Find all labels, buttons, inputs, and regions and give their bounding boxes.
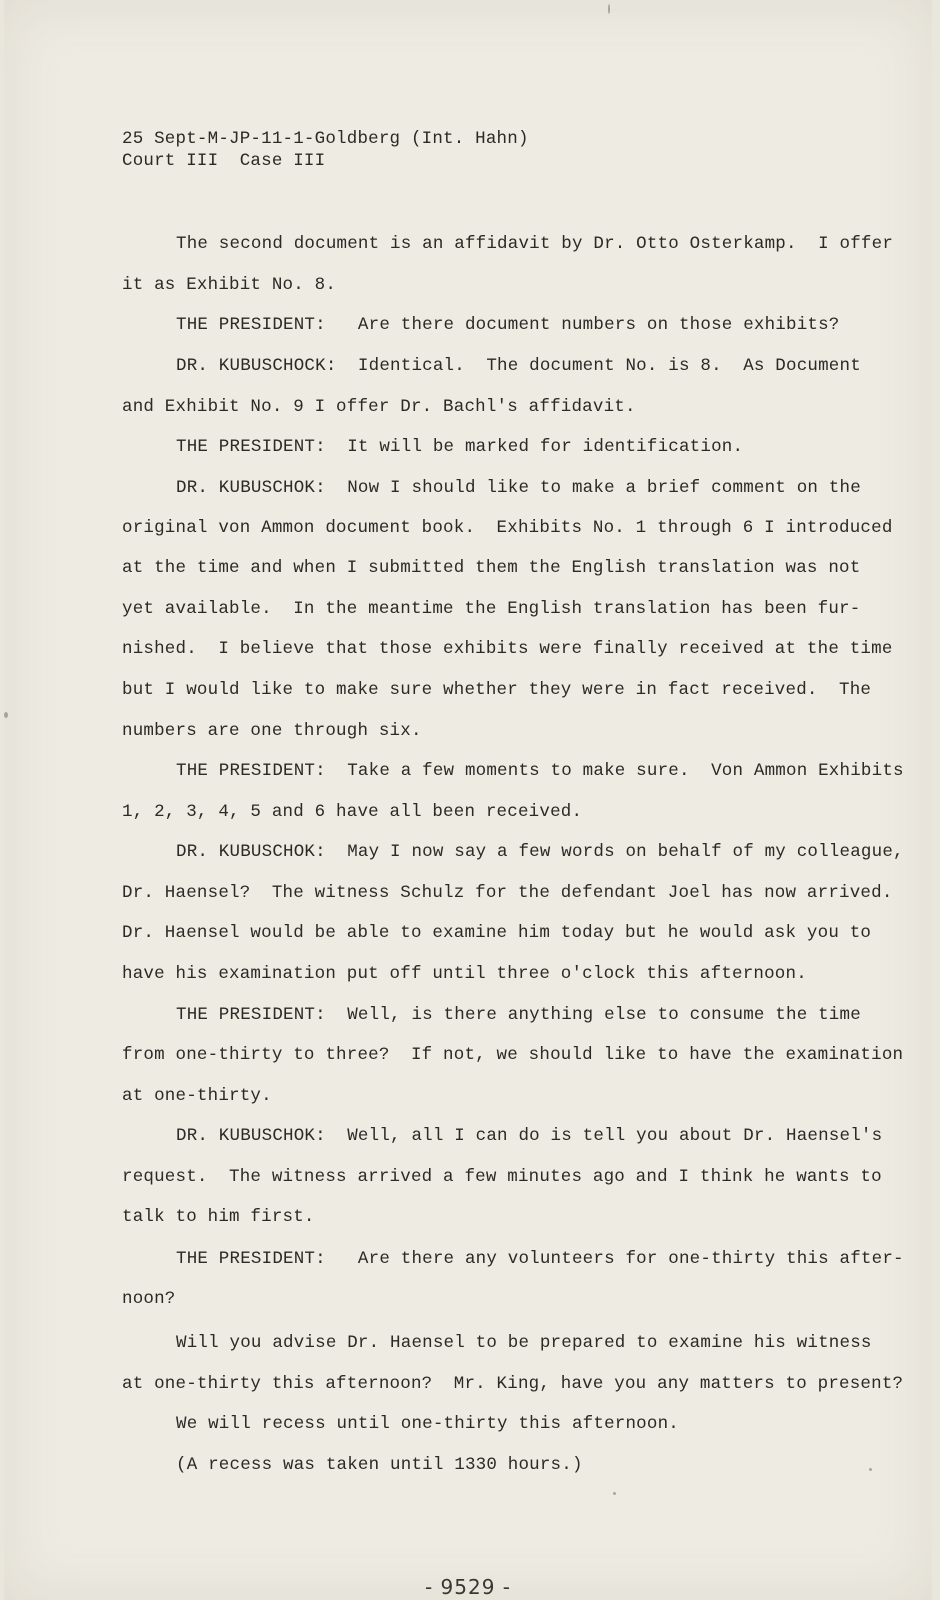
body-line: from one-thirty to three? If not, we should like to have the examination bbox=[122, 1045, 904, 1065]
body-line: THE PRESIDENT: Are there document numbers on those exhibits? bbox=[176, 315, 840, 335]
paper-speck bbox=[869, 1468, 872, 1471]
paper-speck bbox=[4, 712, 8, 718]
body-line: Will you advise Dr. Haensel to be prepared to examine his witness bbox=[176, 1333, 872, 1353]
body-line: DR. KUBUSCHOK: Well, all I can do is tell you about Dr. Haensel's bbox=[176, 1126, 883, 1146]
body-line: have his examination put off until three o'clock this afternoon. bbox=[122, 964, 807, 984]
body-line: original von Ammon document book. Exhibits No. 1 through 6 I introduced bbox=[122, 518, 893, 538]
body-line: nished. I believe that those exhibits were finally received at the time bbox=[122, 639, 893, 659]
body-line: THE PRESIDENT: Well, is there anything else to consume the time bbox=[176, 1005, 861, 1025]
body-line: yet available. In the meantime the English translation has been fur- bbox=[122, 599, 861, 619]
body-line: (A recess was taken until 1330 hours.) bbox=[176, 1455, 583, 1475]
body-line: at the time and when I submitted them the English translation was not bbox=[122, 558, 861, 578]
body-line: numbers are one through six. bbox=[122, 721, 422, 741]
body-line: request. The witness arrived a few minutes ago and I think he wants to bbox=[122, 1167, 882, 1187]
paper-speck bbox=[608, 4, 610, 14]
page-number: - 9529 - bbox=[424, 1575, 512, 1599]
body-line: it as Exhibit No. 8. bbox=[122, 275, 337, 295]
body-line: THE PRESIDENT: Take a few moments to make sure. Von Ammon Exhibits bbox=[176, 761, 904, 781]
body-line: talk to him first. bbox=[122, 1207, 315, 1227]
body-line: THE PRESIDENT: It will be marked for identification. bbox=[176, 437, 744, 457]
paper-speck bbox=[613, 1492, 616, 1495]
body-line: and Exhibit No. 9 I offer Dr. Bachl's affidavit. bbox=[122, 397, 636, 417]
body-line: at one-thirty. bbox=[122, 1086, 272, 1106]
body-line: at one-thirty this afternoon? Mr. King, have you any matters to present? bbox=[122, 1374, 904, 1394]
header-line: 25 Sept-M-JP-11-1-Goldberg (Int. Hahn) bbox=[122, 129, 529, 149]
body-line: DR. KUBUSCHOK: Now I should like to make a brief comment on the bbox=[176, 478, 861, 498]
body-line: Dr. Haensel? The witness Schulz for the defendant Joel has now arrived. bbox=[122, 883, 893, 903]
document-page bbox=[4, 0, 932, 1600]
body-line: DR. KUBUSCHOK: May I now say a few words on behalf of my colleague, bbox=[176, 842, 904, 862]
body-line: THE PRESIDENT: Are there any volunteers for one-thirty this after- bbox=[176, 1249, 904, 1269]
body-line: noon? bbox=[122, 1289, 176, 1309]
body-line: Dr. Haensel would be able to examine him today but he would ask you to bbox=[122, 923, 872, 943]
body-line: The second document is an affidavit by Dr. Otto Osterkamp. I offer bbox=[176, 234, 894, 254]
body-line: but I would like to make sure whether they were in fact received. The bbox=[122, 680, 872, 700]
header-line: Court III Case III bbox=[122, 151, 326, 171]
body-line: We will recess until one-thirty this afternoon. bbox=[176, 1414, 679, 1434]
body-line: 1, 2, 3, 4, 5 and 6 have all been received. bbox=[122, 802, 583, 822]
body-line: DR. KUBUSCHOCK: Identical. The document No. is 8. As Document bbox=[176, 356, 861, 376]
